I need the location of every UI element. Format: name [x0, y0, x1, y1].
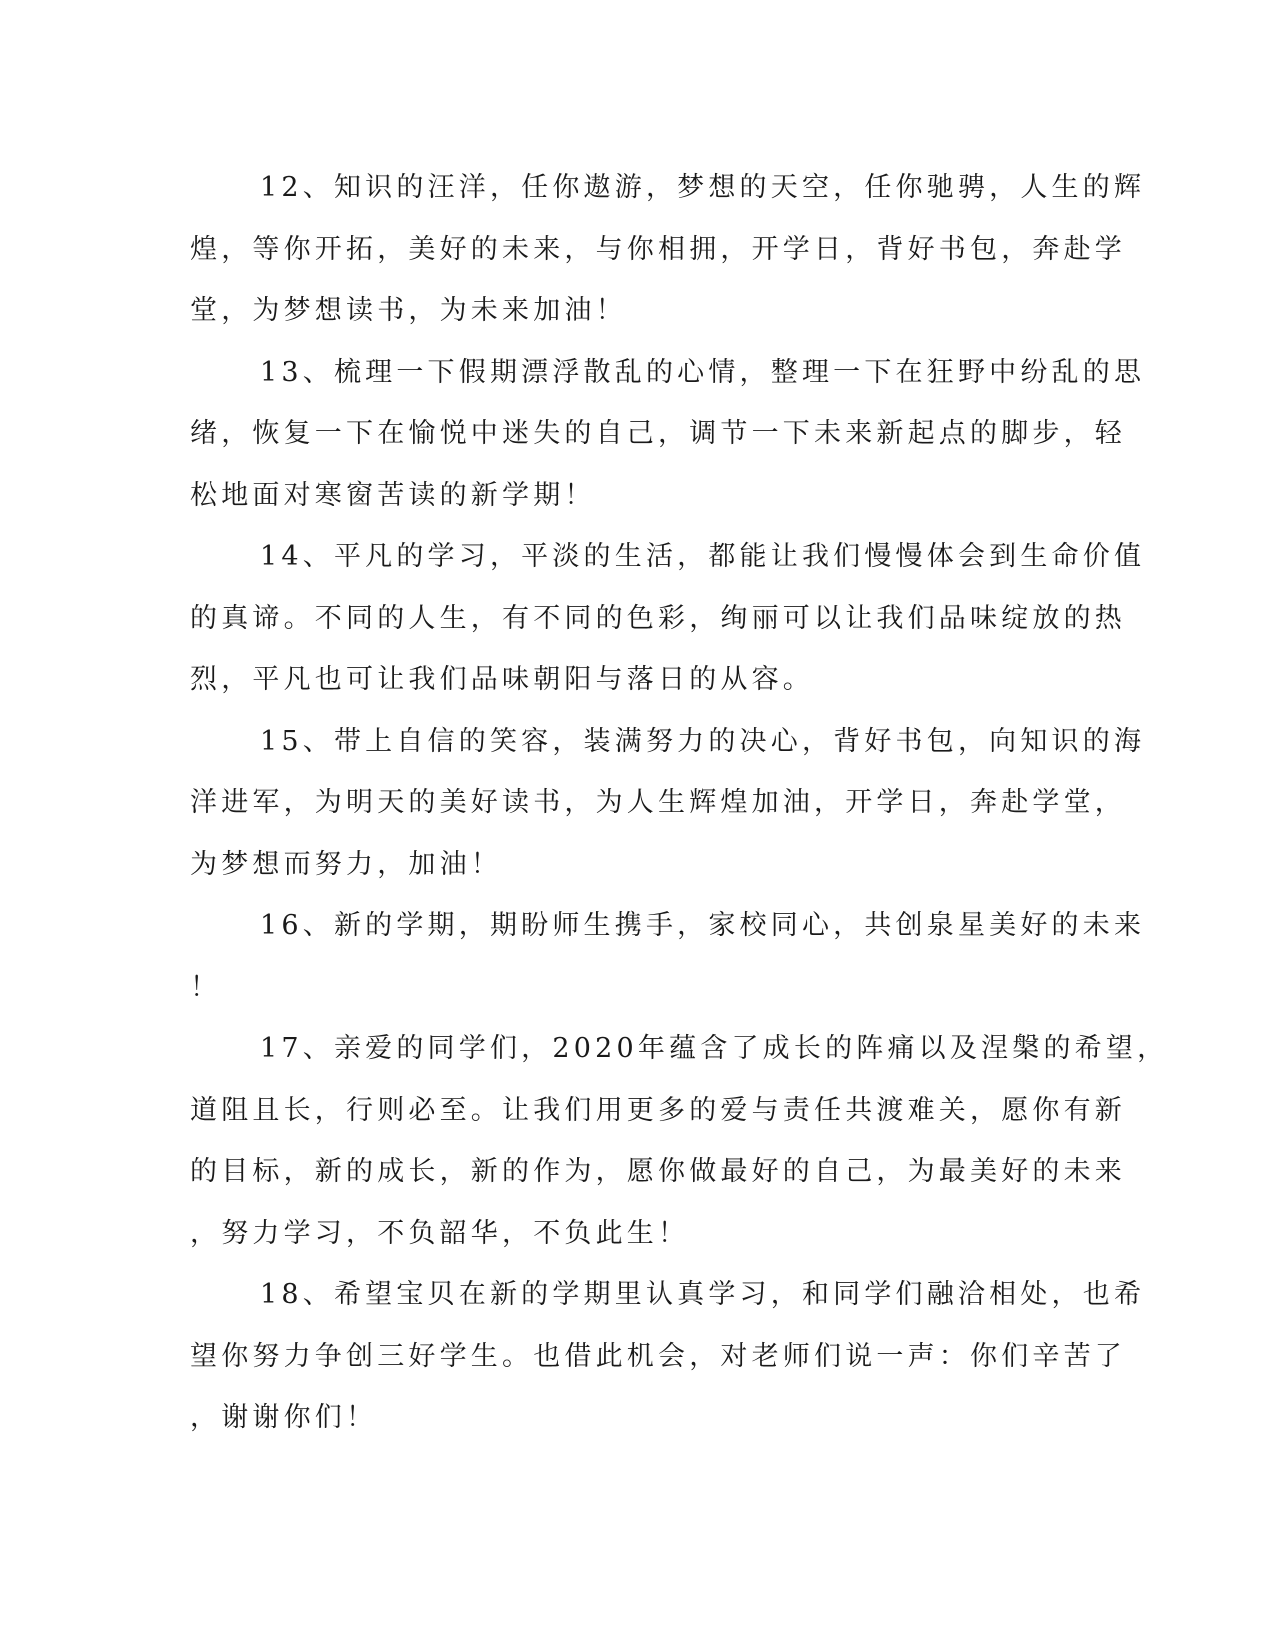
paragraph-line: ，谢谢你们！: [190, 1402, 378, 1433]
paragraph-line: 绪，恢复一下在愉悦中迷失的自己，调节一下未来新起点的脚步，轻: [190, 418, 1126, 449]
paragraph-line: ！: [190, 971, 222, 1003]
paragraph-18: [190, 1264, 1146, 1449]
paragraph-15: [190, 711, 1146, 896]
paragraph-line: 煌，等你开拓，美好的未来，与你相拥，开学日，背好书包，奔赴学: [190, 233, 1126, 265]
paragraph-line: ，努力学习，不负韶华，不负此生！: [190, 1217, 690, 1249]
paragraph-line: 13、梳理一下假期漂浮散乱的心情，整理一下在狂野中纷乱的思: [260, 356, 1146, 388]
paragraph-line: 18、希望宝贝在新的学期里认真学习，和同学们融洽相处，也希: [260, 1279, 1146, 1310]
paragraph-line: 望你努力争创三好学生。也借此机会，对老师们说一声：你们辛苦了: [190, 1340, 1126, 1372]
paragraph-line: 15、带上自信的笑容，装满努力的决心，背好书包，向知识的海: [260, 725, 1146, 757]
paragraph-line: 为梦想而努力，加油！: [190, 848, 502, 880]
document-body: [190, 157, 1169, 1449]
paragraph-16: [190, 895, 1146, 1018]
paragraph-line: 16、新的学期，期盼师生携手，家校同心，共创泉星美好的未来: [260, 910, 1146, 941]
paragraph-line: 洋进军，为明天的美好读书，为人生辉煌加油，开学日，奔赴学堂，: [190, 787, 1126, 818]
paragraph-line: 烈，平凡也可让我们品味朝阳与落日的从容。: [190, 664, 814, 695]
paragraph-line: 的目标，新的成长，新的作为，愿你做最好的自己，为最美好的未来: [190, 1156, 1126, 1187]
paragraph-line: 17、亲爱的同学们，2020年蕴含了成长的阵痛以及涅槃的希望，: [260, 1033, 1169, 1064]
paragraph-line: 道阻且长，行则必至。让我们用更多的爱与责任共渡难关，愿你有新: [190, 1094, 1126, 1126]
paragraph-14: [190, 526, 1146, 711]
paragraph-17: [190, 1018, 1169, 1264]
paragraph-line: 堂，为梦想读书，为未来加油！: [190, 295, 627, 326]
paragraph-line: 的真谛。不同的人生，有不同的色彩，绚丽可以让我们品味绽放的热: [190, 602, 1126, 634]
paragraph-line: 12、知识的汪洋，任你遨游，梦想的天空，任你驰骋，人生的辉: [260, 172, 1146, 203]
paragraph-line: 14、平凡的学习，平淡的生活，都能让我们慢慢体会到生命价值: [260, 541, 1146, 572]
paragraph-12: [190, 157, 1146, 342]
paragraph-13: [190, 342, 1146, 527]
paragraph-line: 松地面对寒窗苦读的新学期！: [190, 479, 596, 511]
